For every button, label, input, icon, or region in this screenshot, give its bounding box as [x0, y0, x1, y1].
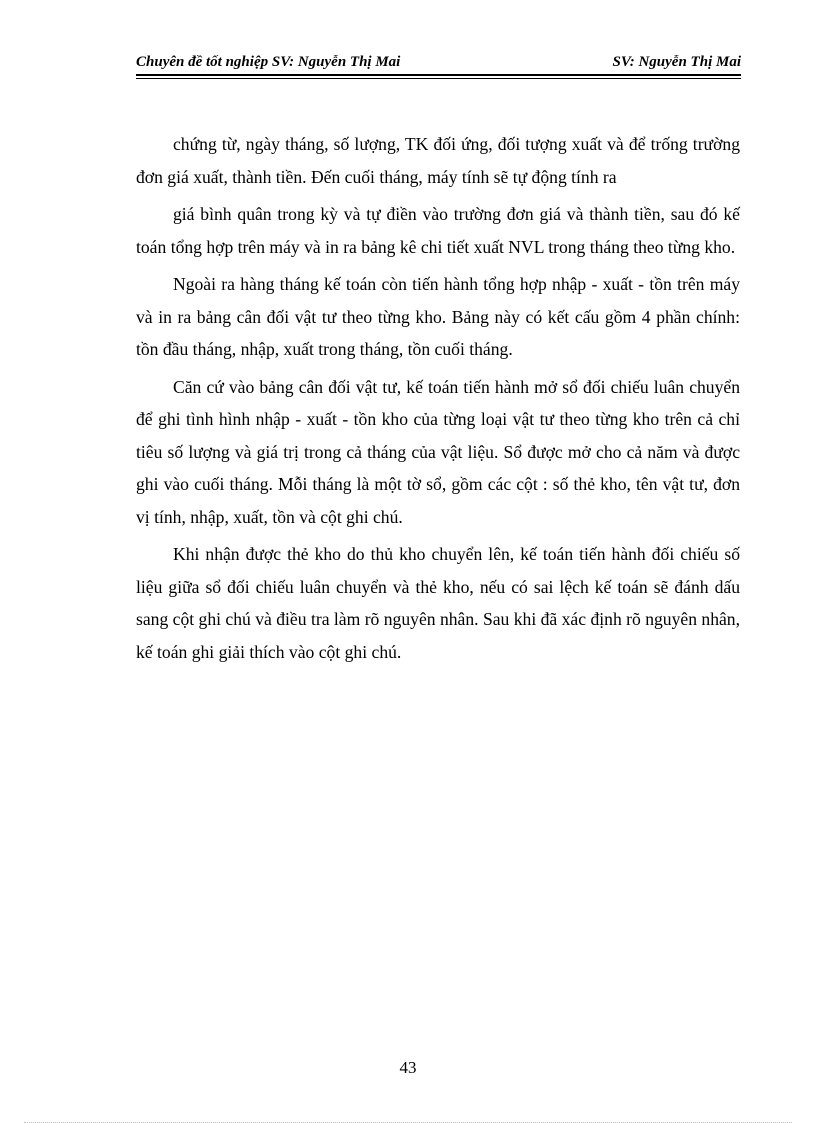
page-number: 43 [399, 1058, 417, 1077]
paragraph: giá bình quân trong kỳ và tự điền vào trường đơn giá và thành tiền, sau đó kế toán tổng hợp trên máy và in ra bảng kê chi tiết xuất NVL trong tháng theo từng kho. [136, 204, 740, 257]
paragraph: Khi nhận được thẻ kho do thủ kho chuyển lên, kế toán tiến hành đối chiếu số liệu giữa sổ đối chiếu luân chuyển và thẻ kho, nếu có sai lệch kế toán sẽ đánh dấu sang cột ghi chú và điều tra làm rõ nguyên nhân. Sau khi đã xác định rõ nguyên nhân, kế toán ghi giải thích vào cột ghi chú. [136, 544, 740, 662]
page-header [136, 52, 741, 72]
header-rule-thin [136, 78, 741, 79]
paragraph: chứng từ, ngày tháng, số lượng, TK đối ứng, đối tượng xuất và để trống trường đơn giá xuất, thành tiền. Đến cuối tháng, máy tính sẽ tự động tính ra [136, 134, 740, 187]
header-title: Chuyên đề tốt nghiệp SV: Nguyễn Thị Mai [136, 54, 401, 70]
paragraph: Ngoài ra hàng tháng kế toán còn tiến hành tổng hợp nhập - xuất - tồn trên máy và in ra bảng cân đối vật tư theo từng kho. Bảng này có kết cấu gồm 4 phần chính: tồn đầu tháng, nhập, xuất trong tháng, tồn cuối tháng. [136, 274, 740, 359]
document-body [136, 128, 740, 673]
header-rule-thick [136, 74, 741, 76]
header-author: SV: Nguyễn Thị Mai [612, 54, 741, 70]
paragraph: Căn cứ vào bảng cân đối vật tư, kế toán tiến hành mở sổ đối chiếu luân chuyển để ghi tình hình nhập - xuất - tồn kho của từng loại vật tư theo từng kho trên cả chỉ tiêu số lượng và giá trị trong cả tháng của vật liệu. Sổ được mở cho cả năm và được ghi vào cuối tháng. Mỗi tháng là một tờ sổ, gồm các cột : số thẻ kho, tên vật tư, đơn vị tính, nhập, xuất, tồn và cột ghi chú. [136, 376, 740, 527]
